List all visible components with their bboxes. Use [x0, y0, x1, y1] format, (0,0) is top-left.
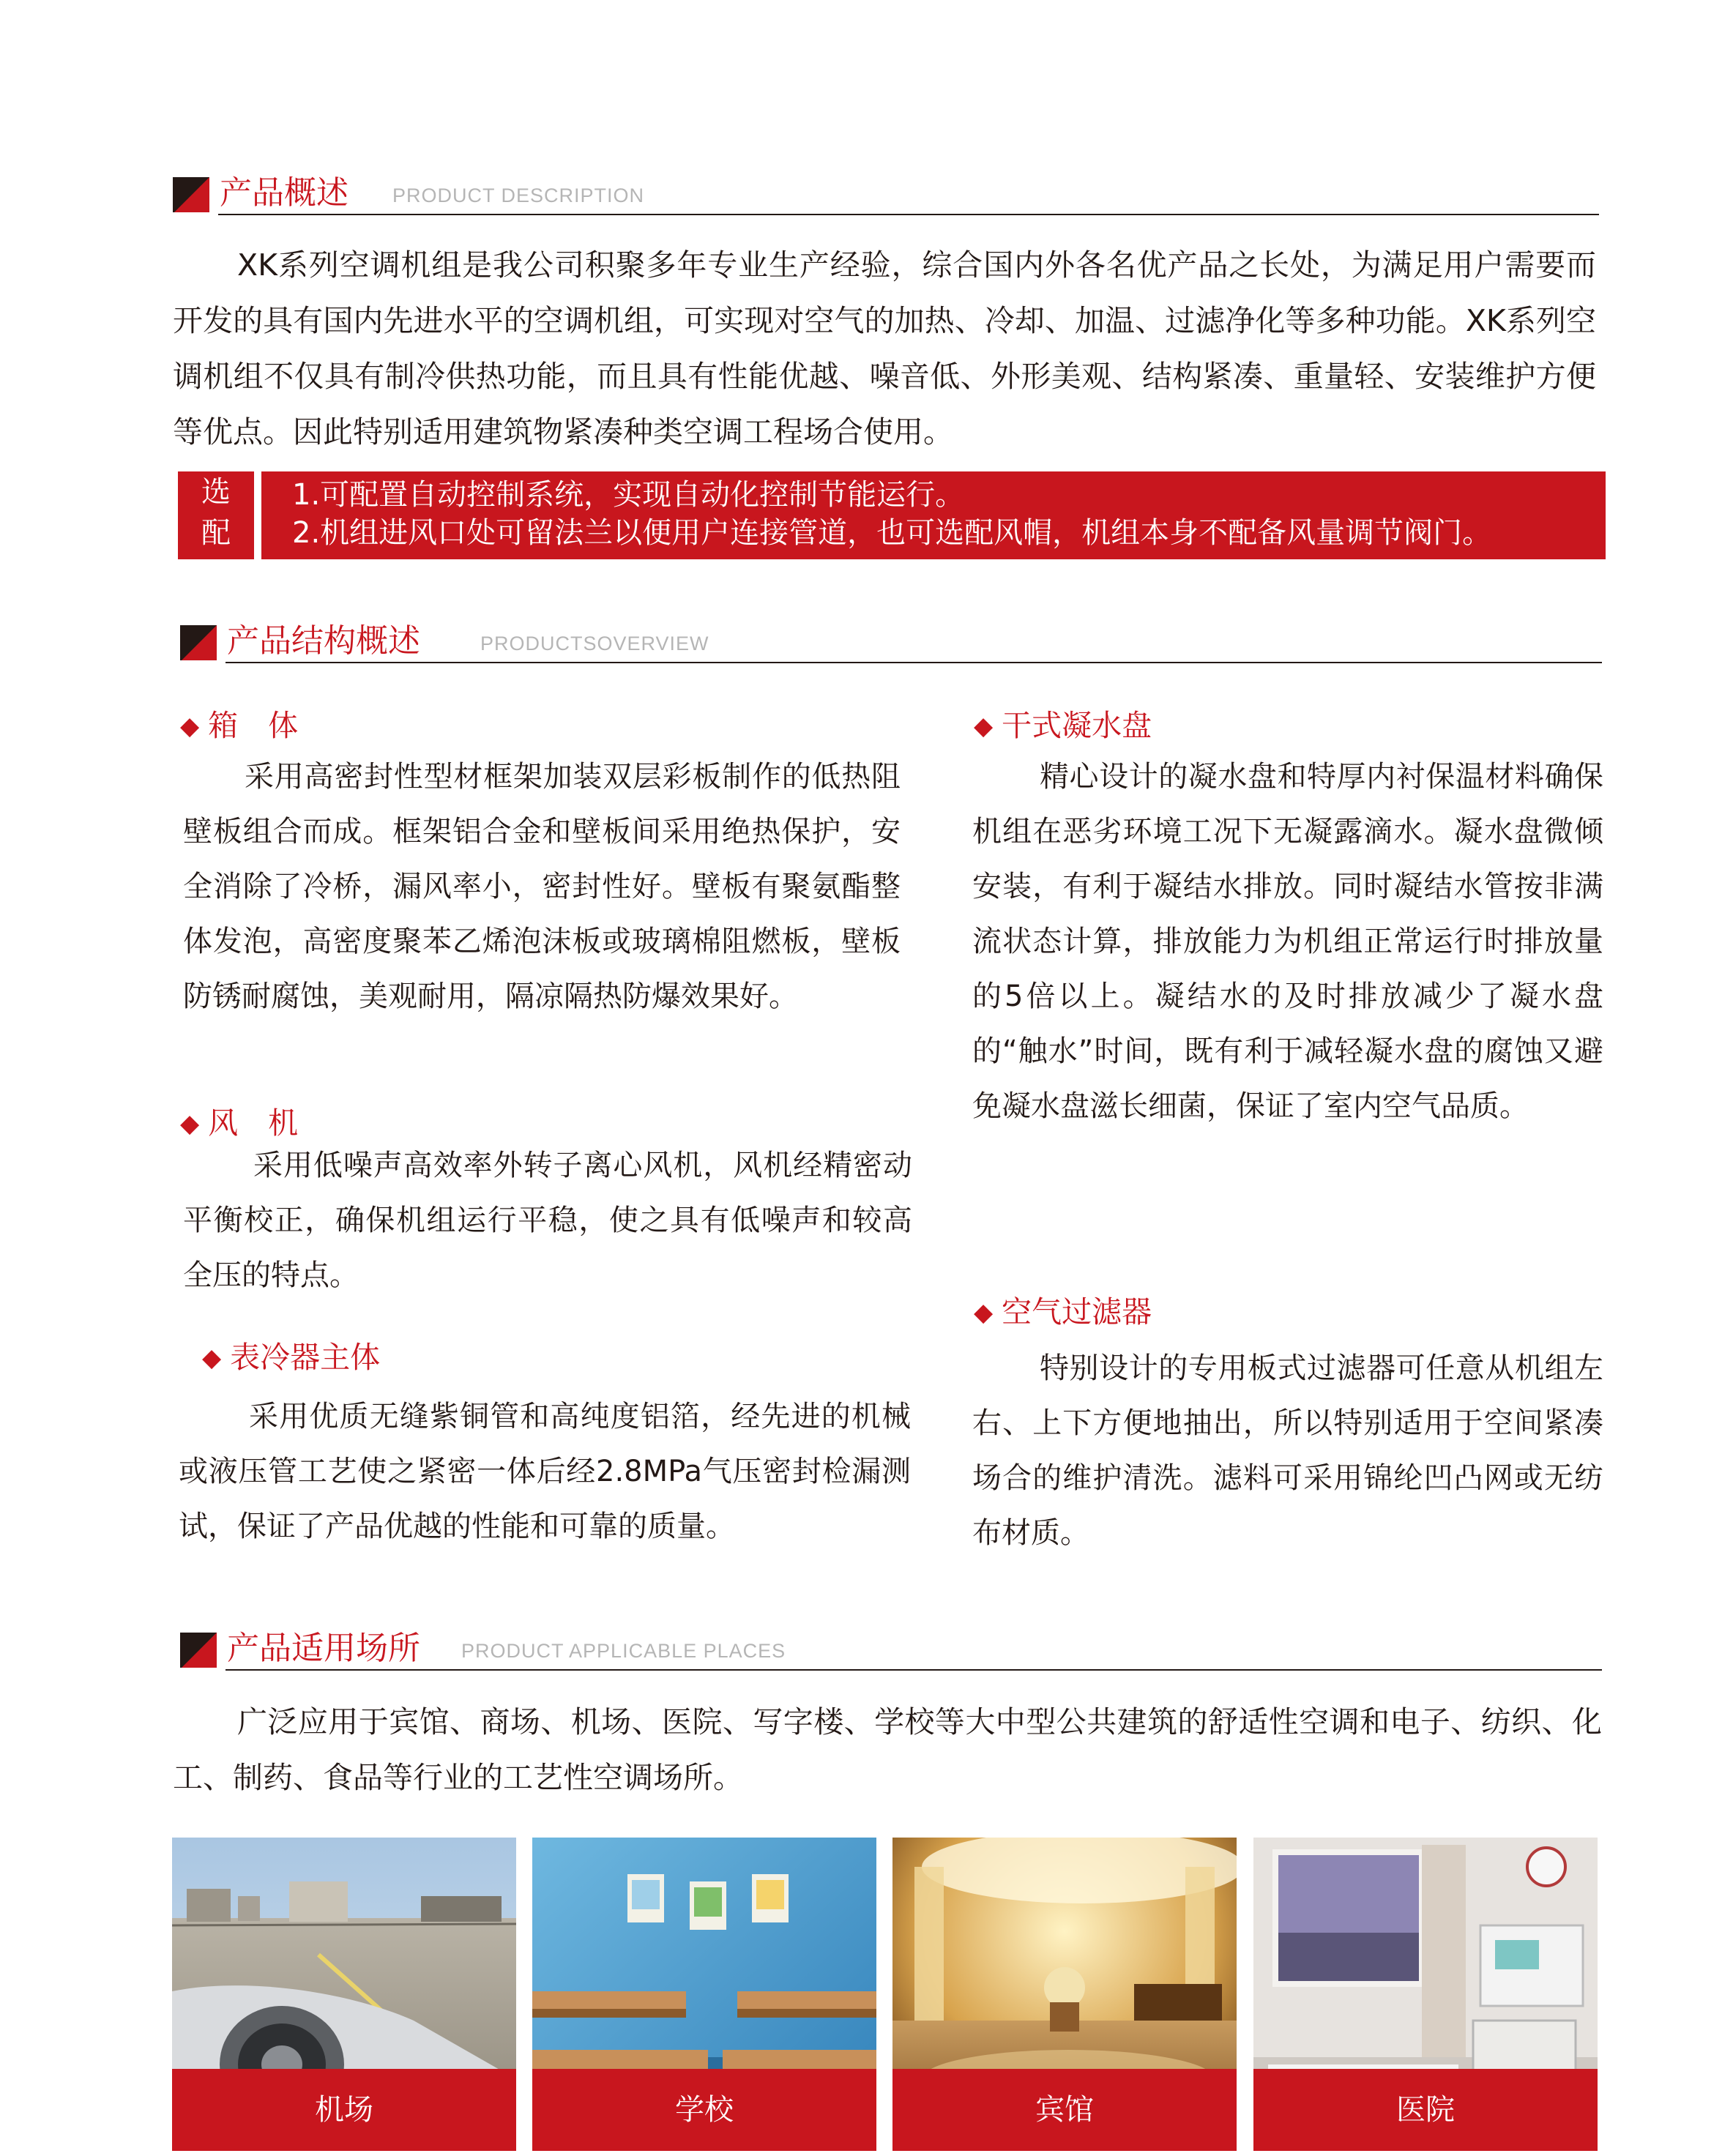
section-title: 产品概述	[220, 174, 349, 212]
section-subtitle: PRODUCT DESCRIPTION	[392, 184, 645, 206]
options-label	[178, 471, 254, 559]
subheading-text: 箱 体	[208, 708, 299, 743]
options-label-char: 配	[201, 516, 231, 550]
overview-paragraph: XK系列空调机组是我公司积聚多年专业生产经验，综合国内外各名优产品之长处，为满足用户需要而开发的具有国内先进水平的空调机组，可实现对空气的加热、冷却、加温、过滤净化等多种功能。XK系列空调机组不仅具有制冷供热功能，而且具有性能优越、噪音低、外形美观、结构紧凑、重量轻、安装维护方便等优点。因此特别适用建筑物紧凑种类空调工程场合使用。	[173, 247, 1596, 450]
options-item: 1.可配置自动控制系统，实现自动化控制节能运行。	[292, 478, 965, 512]
subheading-text: 干式凝水盘	[1002, 708, 1152, 743]
diamond-icon: ◆	[180, 1109, 200, 1138]
section-divider	[226, 1669, 1602, 1671]
subheading-text: 表冷器主体	[230, 1340, 381, 1375]
fan-paragraph: 采用低噪声高效率外转子离心风机，风机经精密动平衡校正，确保机组运行平稳，使之具有低噪声和较高全压的特点。	[183, 1149, 912, 1292]
diamond-icon: ◆	[974, 712, 994, 741]
photo-hotel	[892, 1838, 1237, 2151]
subheading-cooler	[202, 1337, 380, 1379]
cooler-paragraph: 采用优质无缝紫铜管和高纯度铝箔，经先进的机械或液压管工艺使之紧密一体后经2.8MPa气压密封检漏测试，保证了产品优越的性能和可靠的质量。	[179, 1400, 911, 1543]
photo-airport	[172, 1838, 516, 2151]
diamond-icon: ◆	[974, 1298, 994, 1327]
photo-hospital	[1253, 1838, 1598, 2151]
section-divider	[226, 662, 1602, 663]
filter-paragraph: 特别设计的专用板式过滤器可任意从机组左右、上下方便地抽出，所以特别适用于空间紧凑场合的维护清洗。滤料可采用锦纶凹凸网或无纺布材质。	[972, 1351, 1603, 1550]
diamond-icon: ◆	[180, 712, 200, 741]
section-marker-icon	[180, 625, 217, 660]
section-marker-icon	[173, 177, 209, 212]
section-header-overview	[173, 173, 1599, 217]
subheading-text: 空气过滤器	[1002, 1294, 1152, 1329]
subheading-filter	[974, 1291, 1152, 1333]
section-divider	[218, 214, 1599, 215]
photo-caption: 学校	[532, 2069, 876, 2151]
options-list	[261, 471, 1606, 559]
subheading-text: 风 机	[208, 1105, 299, 1141]
photo-caption: 宾馆	[892, 2069, 1237, 2151]
photo-caption: 机场	[172, 2069, 516, 2151]
section-title: 产品结构概述	[227, 622, 420, 660]
photo-caption: 医院	[1253, 2069, 1598, 2151]
cabinet-paragraph: 采用高密封性型材框架加装双层彩板制作的低热阻壁板组合而成。框架铝合金和壁板间采用绝热保护，安全消除了冷桥，漏风率小，密封性好。壁板有聚氨酯整体发泡，高密度聚苯乙烯泡沫板或玻璃棉阻燃板，壁板防锈耐腐蚀，美观耐用，隔凉隔热防爆效果好。	[183, 760, 901, 1013]
photo-school	[532, 1838, 876, 2151]
section-subtitle: PRODUCT APPLICABLE PLACES	[461, 1640, 786, 1662]
places-paragraph: 广泛应用于宾馆、商场、机场、医院、写字楼、学校等大中型公共建筑的舒适性空调和电子、纺织、化工、制药、食品等行业的工艺性空调场所。	[173, 1704, 1602, 1795]
section-marker-icon	[180, 1633, 217, 1668]
options-item: 2.机组进风口处可留法兰以便用户连接管道，也可选配风帽，机组本身不配备风量调节阀门。	[292, 516, 1492, 550]
options-label-char: 选	[201, 475, 231, 509]
drain-pan-paragraph: 精心设计的凝水盘和特厚内衬保温材料确保机组在恶劣环境工况下无凝露滴水。凝水盘微倾安装，有利于凝结水排放。同时凝结水管按非满流状态计算，排放能力为机组正常运行时排放量的5倍以上。凝结水的及时排放减少了凝水盘的“触水”时间，既有利于减轻凝水盘的腐蚀又避免凝水盘滋长细菌，保证了室内空气品质。	[972, 760, 1603, 1123]
section-subtitle: PRODUCTSOVERVIEW	[480, 633, 709, 654]
subheading-cabinet	[180, 705, 298, 747]
diamond-icon: ◆	[202, 1343, 222, 1373]
section-header-structure	[180, 621, 1603, 665]
subheading-drain-pan	[974, 705, 1152, 747]
section-title: 产品适用场所	[227, 1630, 420, 1667]
